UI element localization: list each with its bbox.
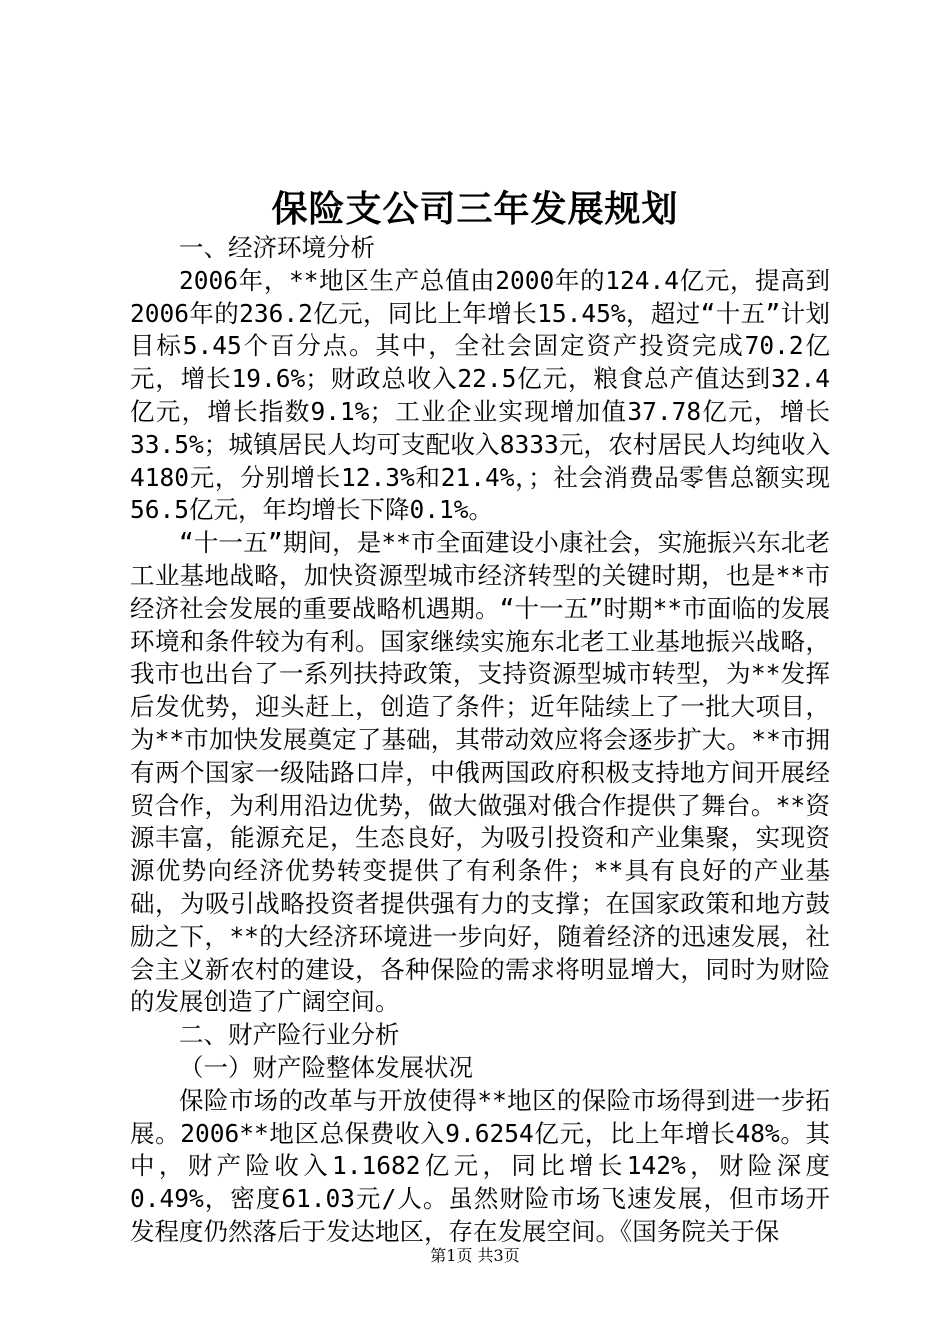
body-paragraph: 保险市场的改革与开放使得**地区的保险市场得到进一步拓展。2006**地区总保费收入9.6254亿元，比上年增长48%。其中，财产险收入1.1682亿元，同比增长142%，财险深度0.49%，密度61.03元/人。虽然财险市场飞速发展，但市场开发程度仍然落后于发达地区，存在发展空间。《国务院关于保 [130, 1085, 830, 1246]
section-heading: 一、经济环境分析 [179, 233, 375, 262]
section-heading: 二、财产险行业分析 [179, 1020, 400, 1050]
body-paragraph: “十一五”期间，是**市全面建设小康社会，实施振兴东北老工业基地战略，加快资源型城市经济转型的关键时期，也是**市经济社会发展的重要战略机遇期。“十一五”时期**市面临的发展环境和条件较为有利。国家继续实施东北老工业基地振兴战略，我市也出台了一系列扶持政策，支持资源型城市转型，为**发挥后发优势，迎头赶上，创造了条件；近年陆续上了一批大项目，为**市加快发展奠定了基础，其带动效应将会逐步扩大。**市拥有两个国家一级陆路口岸，中俄两国政府积极支持地方间开展经贸合作，为利用沿边优势，做大做强对俄合作提供了舞台。**资源丰富，能源充足，生态良好，为吸引投资和产业集聚，实现资源优势向经济优势转变提供了有利条件；**具有良好的产业基础，为吸引战略投资者提供强有力的支撑；在国家政策和地方鼓励之下，**的大经济环境进一步向好，随着经济的迅速发展，社会主义新农村的建设，各种保险的需求将明显增大，同时为财险的发展创造了广阔空间。 [130, 528, 830, 1017]
page-footer: 第1页 共3页 [430, 1246, 520, 1265]
document-body [130, 232, 830, 1249]
body-paragraph: 2006年，**地区生产总值由2000年的124.4亿元，提高到2006年的236.2亿元，同比上年增长15.45%，超过“十五”计划目标5.45个百分点。其中，全社会固定资产投资完成70.2亿元，增长19.6%；财政总收入22.5亿元，粮食总产值达到32.4亿元，增长指数9.1%；工业企业实现增加值37.78亿元，增长33.5%；城镇居民人均可支配收入8333元，农村居民人均纯收入4180元，分别增长12.3%和21.4%，；社会消费品零售总额实现56.5亿元，年均增长下降0.1%。 [130, 265, 830, 525]
subsection-heading: （一）财产险整体发展状况 [179, 1052, 473, 1082]
document-title: 保险支公司三年发展规划 [271, 188, 679, 230]
